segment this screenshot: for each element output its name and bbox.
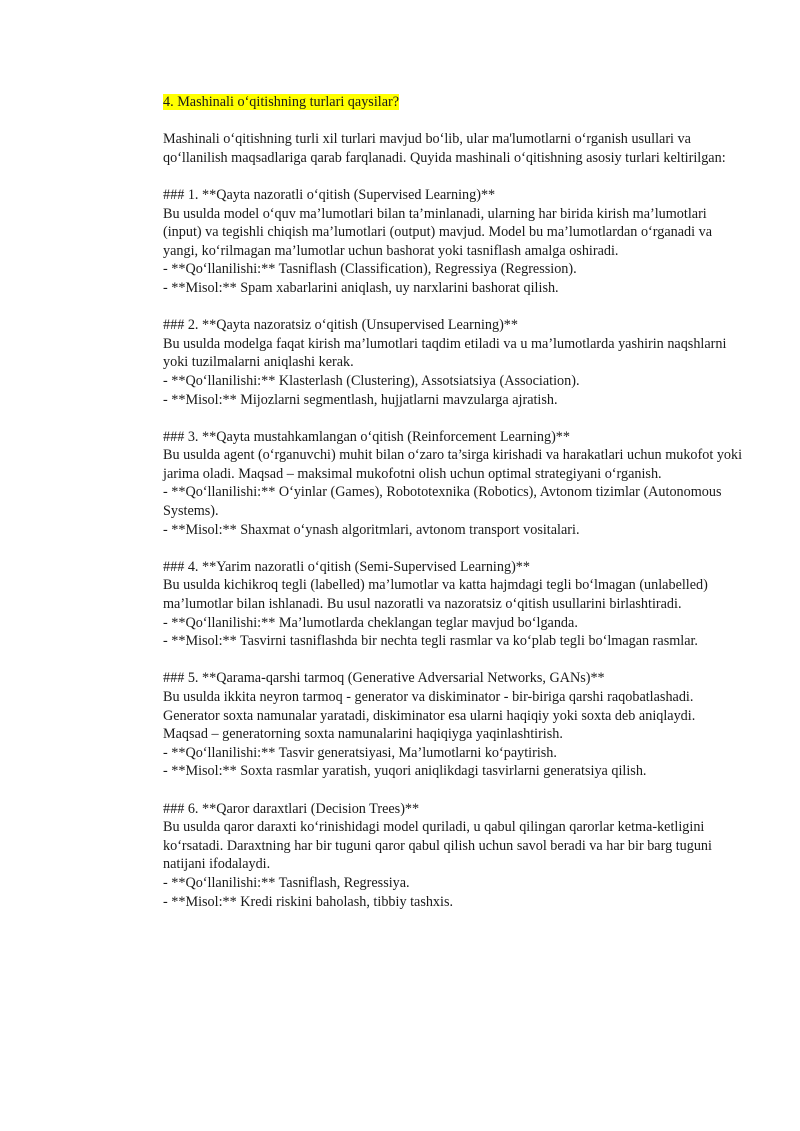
section-usage: - **Qo‘llanilishi:** Tasniflash, Regressiya. bbox=[163, 874, 410, 891]
section-usage: - **Qo‘llanilishi:** Klasterlash (Clustering), Assotsiatsiya (Association). bbox=[163, 372, 580, 389]
section-example: - **Misol:** Tasvirni tasniflashda bir nechta tegli rasmlar va ko‘plab tegli bo‘lmagan rasmlar. bbox=[163, 633, 698, 650]
section-usage: - **Qo‘llanilishi:** O‘yinlar (Games), Robototexnika (Robotics), Avtonom tizimlar (Autonomous Systems). bbox=[163, 484, 722, 520]
section-example: - **Misol:** Soxta rasmlar yaratish, yuqori aniqlikdagi tasvirlarni generatsiya qilish. bbox=[163, 763, 647, 780]
section-heading: ### 6. **Qaror daraxtlari (Decision Trees)** bbox=[163, 800, 420, 817]
section-reinforcement bbox=[163, 428, 743, 540]
section-heading: ### 3. **Qayta mustahkamlangan o‘qitish (Reinforcement Learning)** bbox=[163, 428, 570, 445]
section-usage: - **Qo‘llanilishi:** Tasniflash (Classification), Regressiya (Regression). bbox=[163, 261, 577, 278]
intro-paragraph: Mashinali o‘qitishning turli xil turlari mavjud bo‘lib, ular ma'lumotlarni o‘rganish usullari va qo‘llanilish maqsadlariga qarab farqlanadi. Quyida mashinali o‘qitishning asosiy turlari keltirilgan: bbox=[163, 131, 726, 166]
question-title bbox=[163, 93, 743, 112]
section-usage: - **Qo‘llanilishi:** Ma’lumotlarda cheklangan teglar mavjud bo‘lganda. bbox=[163, 614, 578, 631]
section-body: Bu usulda modelga faqat kirish ma’lumotlari taqdim etiladi va u ma’lumotlarda yashirin naqshlarni yoki tuzilmalarni aniqlashi kerak. bbox=[163, 335, 727, 371]
section-decision-trees bbox=[163, 800, 743, 912]
section-heading: ### 4. **Yarim nazoratli o‘qitish (Semi-Supervised Learning)** bbox=[163, 558, 530, 575]
document-content bbox=[163, 93, 743, 930]
section-unsupervised bbox=[163, 316, 743, 409]
section-example: - **Misol:** Spam xabarlarini aniqlash, uy narxlarini bashorat qilish. bbox=[163, 279, 559, 296]
section-body: Bu usulda ikkita neyron tarmoq - generator va diskiminator - bir-biriga qarshi raqobatlashadi. Generator soxta namunalar yaratadi, diskiminator esa ularni haqiqiy yoki soxta deb aniqlaydi. Maqsad – generatorning soxta namunalarini haqiqiyga yaqinlashtirish. bbox=[163, 689, 696, 743]
section-example: - **Misol:** Kredi riskini baholash, tibbiy tashxis. bbox=[163, 893, 454, 910]
section-example: - **Misol:** Shaxmat o‘ynash algoritmlari, avtonom transport vositalari. bbox=[163, 521, 580, 538]
section-example: - **Misol:** Mijozlarni segmentlash, hujjatlarni mavzularga ajratish. bbox=[163, 391, 558, 408]
section-heading: ### 2. **Qayta nazoratsiz o‘qitish (Unsupervised Learning)** bbox=[163, 317, 518, 334]
section-body: Bu usulda agent (o‘rganuvchi) muhit bilan o‘zaro ta’sirga kirishadi va harakatlari uchun mukofot yoki jarima oladi. Maqsad – maksimal mukofotni olish uchun optimal strategiyani o‘rganish. bbox=[163, 447, 743, 482]
section-usage: - **Qo‘llanilishi:** Tasvir generatsiyasi, Ma’lumotlarni ko‘paytirish. bbox=[163, 744, 557, 761]
section-body: Bu usulda kichikroq tegli (labelled) ma’lumotlar va katta hajmdagi tegli bo‘lmagan (unlabelled) ma’lumotlar bilan ishlanadi. Bu usul nazoratli va nazoratsiz o‘qitish usullarini birlashtiradi. bbox=[163, 577, 708, 613]
section-body: Bu usulda qaror daraxti ko‘rinishidagi model quriladi, u qabul qilingan qarorlar ketma-ketligini ko‘rsatadi. Daraxtning har bir tuguni qaror qabul qilish uchun savol beradi va har bir barg tuguni natijani ifodalaydi. bbox=[163, 819, 712, 873]
section-supervised bbox=[163, 186, 743, 298]
section-body: Bu usulda model o‘quv ma’lumotlari bilan ta’minlanadi, ularning har birida kirish ma’lumotlari (input) va tegishli chiqish ma’lumotlari (output) mavjud. Model bu ma’lumotlardan o‘rganadi va yangi, ko‘rilmagan ma’lumotlar uchun bashorat yoki tasniflash amalga oshiradi. bbox=[163, 205, 712, 259]
section-heading: ### 1. **Qayta nazoratli o‘qitish (Supervised Learning)** bbox=[163, 186, 496, 203]
section-semi-supervised bbox=[163, 558, 743, 651]
highlighted-title-text: 4. Mashinali o‘qitishning turlari qaysilar? bbox=[163, 94, 400, 110]
section-heading: ### 5. **Qarama-qarshi tarmoq (Generative Adversarial Networks, GANs)** bbox=[163, 670, 605, 687]
section-gans bbox=[163, 669, 743, 781]
